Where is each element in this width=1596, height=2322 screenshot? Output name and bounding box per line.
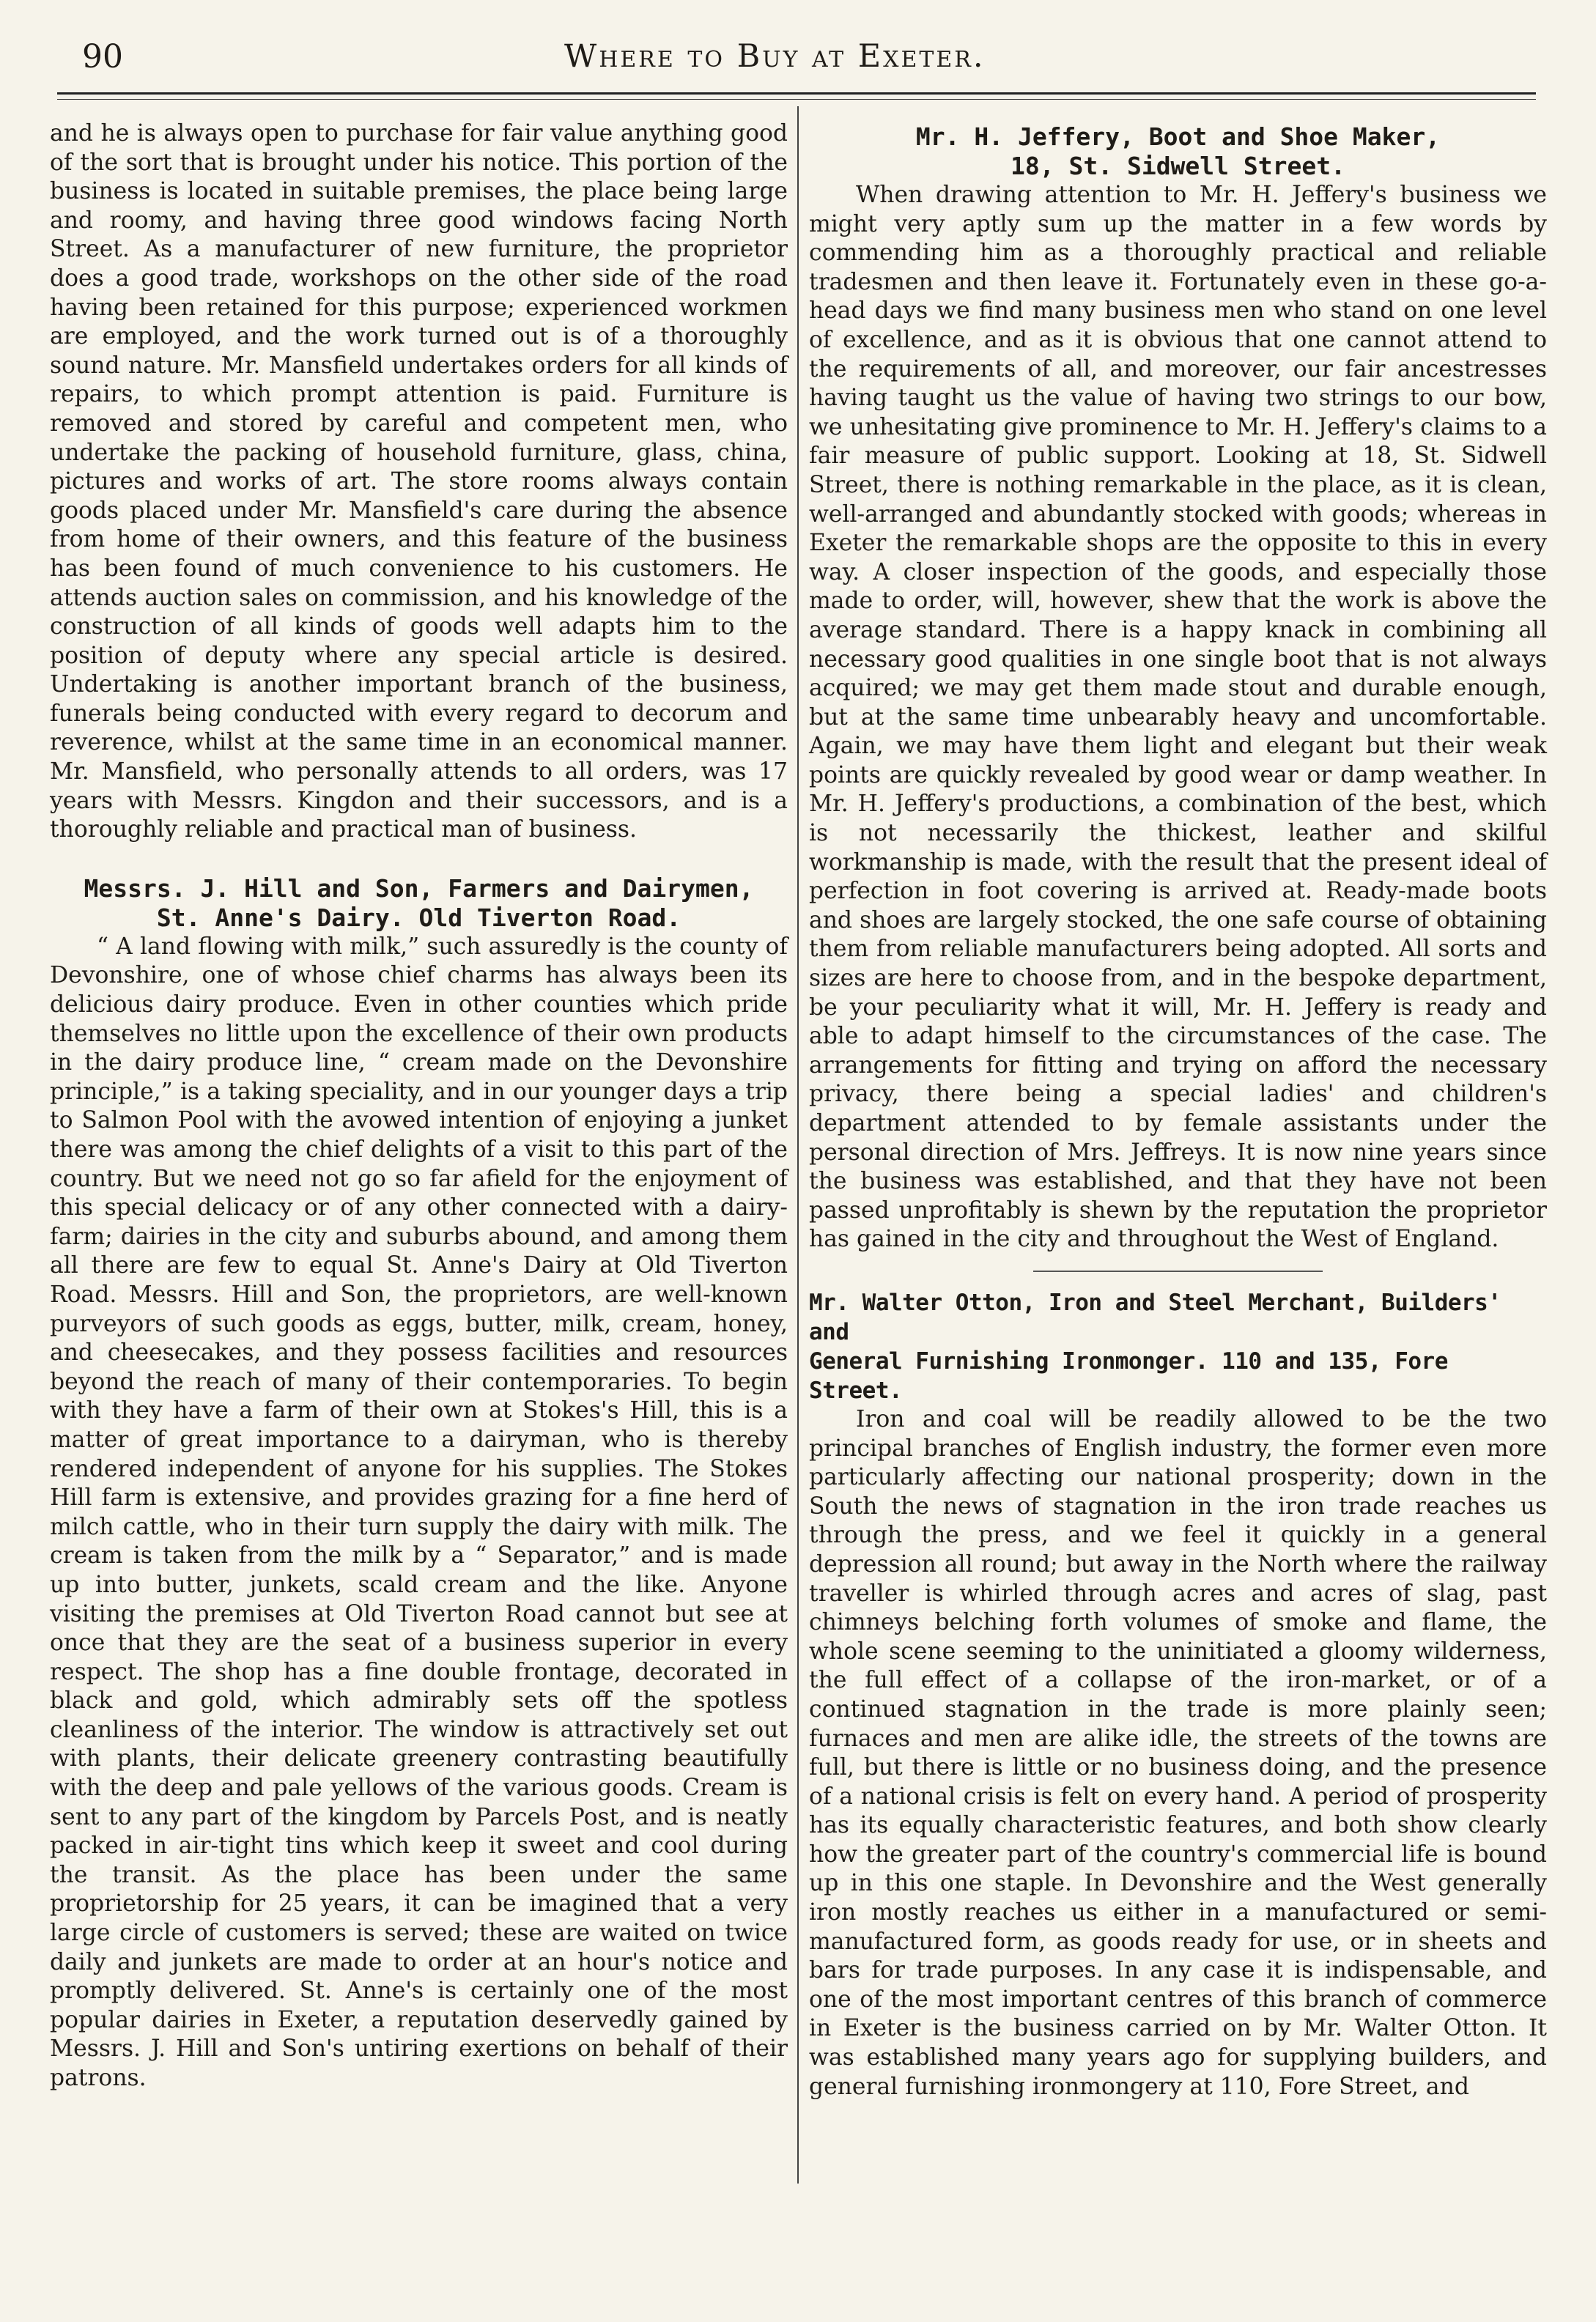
jeffery-heading xyxy=(809,122,1547,181)
mansfield-continuation-paragraph: and he is always open to purchase for fair value anything good of the sort that is brought under his notice. This portion of the business is located in suitable premises, the place being large and roomy, and having three good windows facing North Street. As a manufacturer of new furniture, the proprietor does a good trade, workshops on the other side of the road having been retained for this purpose; experienced workmen are employed, and the work turned out is of a thoroughly sound nature. Mr. Mansfield undertakes orders for all kinds of repairs, to which prompt attention is paid. Furniture is removed and stored by careful and competent men, who undertake the packing of household furniture, glass, china, pictures and works of art. The store rooms always contain goods placed under Mr. Mansfield's care during the absence from home of their owners, and this feature of the business has been found of much convenience to his customers. He attends auction sales on commission, and his knowledge of the construction of all kinds of goods well adapts him to the position of deputy where any special article is desired. Undertaking is another important branch of the business, funerals being conducted with every regard to decorum and reverence, whilst at the same time in an economical manner. Mr. Mansfield, who personally attends to all orders, was 17 years with Messrs. Kingdon and their successors, and is a thoroughly reliable and practical man of business. xyxy=(50,120,788,843)
otton-heading-line1: Mr. Walter Otton, Iron and Steel Merchant, Builders' and xyxy=(809,1289,1501,1345)
column-divider xyxy=(797,106,799,2184)
jeffery-heading-line1: Mr. H. Jeffery, Boot and Shoe Maker, xyxy=(915,122,1441,151)
page-number: 90 xyxy=(82,38,123,75)
hill-dairy-heading-line1: Messrs. J. Hill and Son, Farmers and Dairymen, xyxy=(84,873,754,903)
running-head-title: Where to Buy at Exeter. xyxy=(564,38,986,75)
otton-heading xyxy=(809,1288,1547,1405)
hill-dairy-heading xyxy=(50,874,788,933)
left-column xyxy=(50,119,788,2093)
header-rule xyxy=(57,92,1536,100)
hill-dairy-body: “ A land flowing with milk,” such assuredly is the county of Devonshire, one of whose chief charms has always been its delicious dairy produce. Even in other counties which pride themselves no little upon the excellence of their own products in the dairy produce line, “ cream made on the Devonshire principle,” is a taking speciality, and in our younger days a trip to Salmon Pool with the avowed intention of enjoying a junket there was among the chief delights of a visit to this part of the country. But we need not go so far afield for the enjoyment of this special delicacy or of any other connected with a dairy-farm; dairies in the city and suburbs abound, and among them all there are few to equal St. Anne's Dairy at Old Tiverton Road. Messrs. Hill and Son, the proprietors, are well-known purveyors of such goods as eggs, butter, milk, cream, honey, and cheesecakes, and they possess facilities and resources beyond the reach of many of their contemporaries. To begin with they have a farm of their own at Stokes's Hill, this is a matter of great importance to a dairyman, who is thereby rendered independent of anyone for his supplies. The Stokes Hill farm is extensive, and provides grazing for a fine herd of milch cattle, who in their turn supply the dairy with milk. The cream is taken from the milk by a “ Separator,” and is made up into butter, junkets, scald cream and the like. Anyone visiting the premises at Old Tiverton Road cannot but see at once that they are the seat of a business superior in every respect. The shop has a fine double frontage, decorated in black and gold, which admirably sets off the spotless cleanliness of the interior. The window is attractively set out with plants, their delicate greenery contrasting beautifully with the deep and pale yellows of the various goods. Cream is sent to any part of the kingdom by Parcels Post, and is neatly packed in air-tight tins which keep it sweet and cool during the transit. As the place has been under the same proprietorship for 25 years, it can be imagined that a very large circle of customers is served; these are waited on twice daily and junkets are made to order at an hour's notice and promptly delivered. St. Anne's is certainly one of the most popular dairies in Exeter, a reputation deservedly gained by Messrs. J. Hill and Son's untiring exertions on behalf of their patrons. xyxy=(50,933,788,2091)
right-column xyxy=(809,119,1547,2101)
hill-dairy-heading-line2: St. Anne's Dairy. Old Tiverton Road. xyxy=(156,903,681,932)
otton-heading-line2: General Furnishing Ironmonger. 110 and 135, Fore Street. xyxy=(809,1347,1448,1404)
jeffery-body: When drawing attention to Mr. H. Jeffery's business we might very aptly sum up the matter in a few words by commending him as a thoroughly practical and reliable tradesmen and then leave it. Fortunately even in these go-a-head days we find many business men who stand on one level of excellence, and as it is obvious that one cannot attend to the requirements of all, and moreover, our fair ancestresses having taught us the value of having two strings to our bow, we unhesitating give prominence to Mr. H. Jeffery's claims to a fair measure of public support. Looking at 18, St. Sidwell Street, there is nothing remarkable in the place, as it is clean, well-arranged and abundantly stocked with goods; whereas in Exeter the remarkable shops are the opposite to this in every way. A closer inspection of the goods, and especially those made to order, will, however, shew that the work is above the average standard. There is a happy knack in combining all necessary good qualities in one single boot that is not always acquired; we may get them made stout and durable enough, but at the same time unbearably heavy and uncomfortable. Again, we may have them light and elegant but their weak points are quickly revealed by good wear or damp weather. In Mr. H. Jeffery's productions, a combination of the best, which is not necessarily the thickest, leather and skilful workmanship is made, with the result that the present ideal of perfection in foot covering is arrived at. Ready-made boots and shoes are largely stocked, the one safe course of obtaining them from reliable manufacturers being adopted. All sorts and sizes are here to choose from, and in the bespoke department, be your peculiarity what it will, Mr. H. Jeffery is ready and able to adapt himself to the circumstances of the case. The arrangements for fitting and trying on afford the necessary privacy, there being a special ladies' and children's department attended to by female assistants under the personal direction of Mrs. Jeffreys. It is now nine years since the business was established, and that they have not been passed unprofitably is shewn by the reputation the proprietor has gained in the city and throughout the West of England. xyxy=(809,182,1547,1253)
otton-body: Iron and coal will be readily allowed to be the two principal branches of English industry, the former even more particularly affecting our national prosperity; down in the South the news of stagnation in the iron trade reaches us through the press, and we feel it quickly in a general depression all round; but away in the North where the railway traveller is whirled through acres and acres of slag, past chimneys belching forth volumes of smoke and flame, the whole scene seeming to the uninitiated a gloomy wilderness, the full effect of a collapse of the iron-market, or of a continued stagnation in the trade is more plainly seen; furnaces and men are alike idle, the streets of the towns are full, but there is little or no business doing, and the presence of a national crisis is felt on every hand. A period of prosperity has its equally characteristic features, and both show clearly how the greater part of the country's commercial life is bound up in this one staple. In Devonshire and the West generally iron mostly reaches us either in a manufactured or semi-manufactured form, as goods ready for use, or in sheets and bars for trade purposes. In any case it is indispensable, and one of the most important centres of this branch of commerce in Exeter is the business carried on by Mr. Walter Otton. It was established many years ago for supplying builders, and general furnishing ironmongery at 110, Fore Street, and xyxy=(809,1405,1547,2100)
jeffery-heading-line2: 18, St. Sidwell Street. xyxy=(1011,152,1345,180)
